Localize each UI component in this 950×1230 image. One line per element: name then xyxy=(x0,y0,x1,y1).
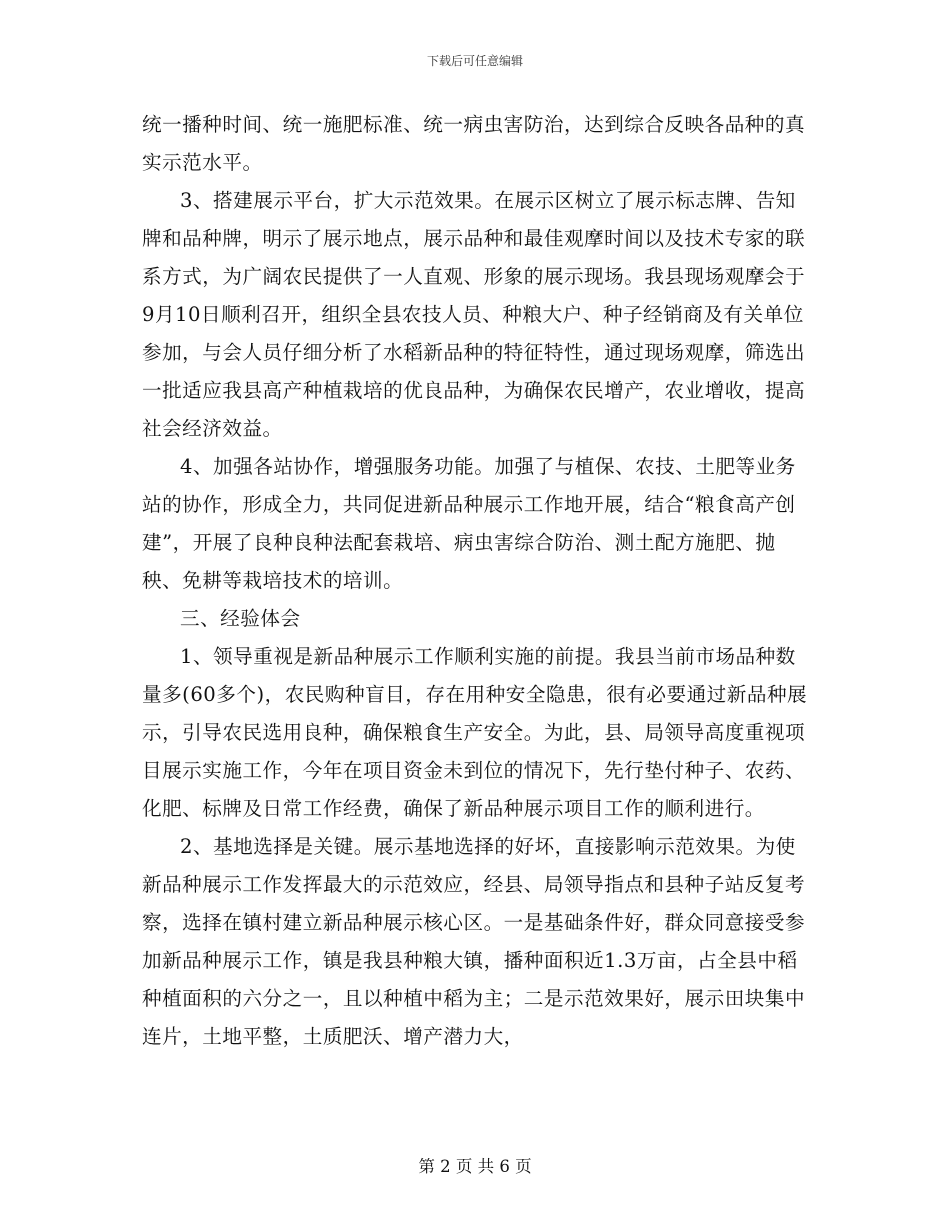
paragraph: 3、搭建展示平台，扩大示范效果。在展示区树立了展示标志牌、告知牌和品种牌，明示了展示地点，展示品种和最佳观摩时间以及技术专家的联系方式，为广阔农民提供了一人直观、形象的展示现场。我县现场观摩会于9月10日顺利召开，组织全县农技人员、种粮大户、种子经销商及有关单位参加，与会人员仔细分析了水稻新品种的特征特性，通过现场观摩，筛选出一批适应我县高产种植栽培的优良品种，为确保农民增产，农业增收，提高社会经济效益。 xyxy=(142,189,806,440)
page-header: 下载后可任意编辑 xyxy=(426,54,523,68)
paragraph: 2、基地选择是关键。展示基地选择的好坏，直接影响示范效果。为使新品种展示工作发挥最大的示范效应，经县、局领导指点和县种子站反复考察，选择在镇村建立新品种展示核心区。一是基础条件好，群众同意接受参加新品种展示工作，镇是我县种粮大镇，播种面积近1.3万亩，占全县中稻种植面积的六分之一，且以种植中稻为主；二是示范效果好，展示田块集中连片，土地平整，土质肥沃、增产潜力大， xyxy=(142,835,806,1048)
page-number: 第 2 页 共 6 页 xyxy=(418,1157,532,1176)
section-heading: 三、经验体会 xyxy=(180,607,301,630)
document-body xyxy=(142,106,814,1056)
paragraph: 4、加强各站协作，增强服务功能。加强了与植保、农技、土肥等业务站的协作，形成全力，共同促进新品种展示工作地开展，结合“粮食高产创建”，开展了良种良种法配套栽培、病虫害综合防治、测土配方施肥、抛秧、免耕等栽培技术的培训。 xyxy=(142,455,796,592)
page-footer xyxy=(0,1153,950,1177)
paragraph: 统一播种时间、统一施肥标准、统一病虫害防治，达到综合反映各品种的真实示范水平。 xyxy=(142,113,806,174)
paragraph: 1、领导重视是新品种展示工作顺利实施的前提。我县当前市场品种数量多(60多个)，农民购种盲目，存在用种安全隐患，很有必要通过新品种展示，引导农民选用良种，确保粮食生产安全。为此，县、局领导高度重视项目展示实施工作，今年在项目资金未到位的情况下，先行垫付种子、农药、化肥、标牌及日常工作经费，确保了新品种展示项目工作的顺利进行。 xyxy=(142,645,808,820)
